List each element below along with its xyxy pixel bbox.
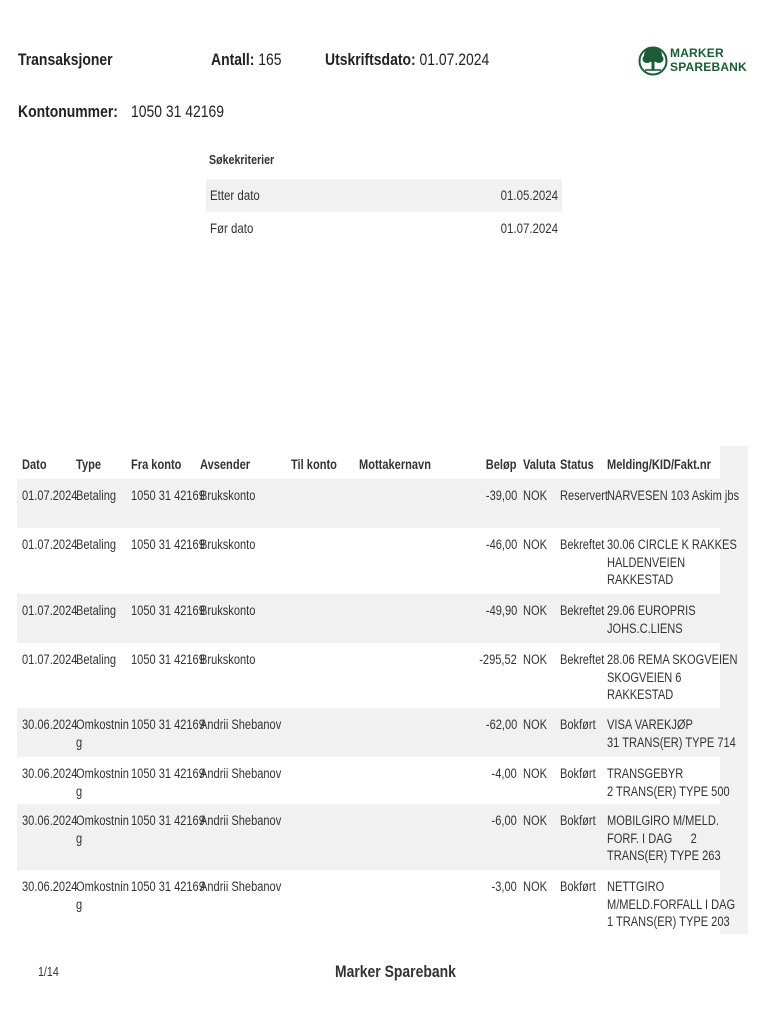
cell-status: Bokført bbox=[560, 813, 596, 828]
cell-currency: NOK bbox=[523, 879, 547, 894]
table-row bbox=[17, 528, 737, 594]
cell-type: Omkostnin g bbox=[76, 717, 129, 750]
cell-message: VISA VAREKJØP 31 TRANS(ER) TYPE 714 bbox=[607, 717, 736, 750]
cell-sender: Andrii Shebanov bbox=[200, 813, 282, 828]
table-row bbox=[17, 643, 738, 708]
cell-type: Betaling bbox=[76, 652, 117, 667]
col-header-sender: Avsender bbox=[200, 457, 251, 472]
cell-message: 30.06 CIRCLE K RAKKES HALDENVEIEN RAKKESTAD bbox=[607, 537, 737, 587]
cell-status: Reservert bbox=[560, 488, 608, 503]
cell-currency: NOK bbox=[523, 488, 547, 503]
cell-amount: -39,00 bbox=[485, 488, 517, 503]
criteria-value: 01.05.2024 bbox=[500, 187, 558, 203]
cell-sender: Andrii Shebanov bbox=[200, 717, 282, 732]
table-header-row bbox=[17, 446, 720, 479]
cell-message: MOBILGIRO M/MELD. FORF. I DAG 2 TRANS(ER) TYPE 263 bbox=[607, 813, 721, 863]
criteria-row-after-date bbox=[206, 179, 562, 212]
page-number: 1/14 bbox=[38, 964, 59, 979]
cell-message: NETTGIRO M/MELD.FORFALL I DAG 1 TRANS(ER) TYPE 203 bbox=[607, 879, 736, 929]
cell-status: Bekreftet bbox=[560, 652, 605, 667]
cell-from-account: 1050 31 42169 bbox=[131, 813, 205, 828]
account-number: Kontonummer: 1050 31 42169 bbox=[18, 102, 225, 121]
cell-type: Omkostnin g bbox=[76, 813, 129, 846]
cell-type: Omkostnin g bbox=[76, 879, 129, 912]
print-date: Utskriftsdato: 01.07.2024 bbox=[325, 50, 490, 69]
cell-sender: Brukskonto bbox=[200, 488, 256, 503]
cell-amount: -4,00 bbox=[491, 766, 517, 781]
cell-type: Omkostnin g bbox=[76, 766, 129, 799]
col-header-currency: Valuta bbox=[523, 457, 556, 472]
cell-status: Bekreftet bbox=[560, 603, 605, 618]
cell-currency: NOK bbox=[523, 603, 547, 618]
cell-date: 30.06.2024 bbox=[22, 766, 78, 781]
cell-type: Betaling bbox=[76, 537, 117, 552]
cell-amount: -3,00 bbox=[491, 879, 517, 894]
bank-logo bbox=[638, 34, 747, 88]
cell-status: Bekreftet bbox=[560, 537, 605, 552]
cell-currency: NOK bbox=[523, 766, 547, 781]
cell-amount: -46,00 bbox=[485, 537, 517, 552]
table-row bbox=[17, 708, 736, 757]
cell-date: 01.07.2024 bbox=[22, 603, 78, 618]
transactions-table bbox=[17, 446, 748, 936]
col-header-recipient: Mottakernavn bbox=[359, 457, 431, 472]
cell-from-account: 1050 31 42169 bbox=[131, 603, 205, 618]
cell-currency: NOK bbox=[523, 537, 547, 552]
table-row bbox=[17, 870, 736, 934]
criteria-label: Etter dato bbox=[210, 187, 260, 203]
search-criteria-title: Søkekriterier bbox=[209, 152, 275, 167]
cell-from-account: 1050 31 42169 bbox=[131, 652, 205, 667]
cell-status: Bokført bbox=[560, 717, 596, 732]
cell-from-account: 1050 31 42169 bbox=[131, 488, 205, 503]
transaction-count: Antall: 165 bbox=[211, 50, 282, 69]
table-row bbox=[17, 804, 720, 870]
col-header-status: Status bbox=[560, 457, 594, 472]
cell-sender: Andrii Shebanov bbox=[200, 766, 282, 781]
cell-amount: -49,90 bbox=[485, 603, 517, 618]
cell-date: 30.06.2024 bbox=[22, 813, 78, 828]
cell-sender: Brukskonto bbox=[200, 652, 256, 667]
cell-type: Betaling bbox=[76, 603, 117, 618]
cell-sender: Andrii Shebanov bbox=[200, 879, 282, 894]
col-header-amount: Beløp bbox=[486, 457, 517, 472]
criteria-value: 01.07.2024 bbox=[500, 220, 558, 236]
cell-date: 30.06.2024 bbox=[22, 879, 78, 894]
cell-date: 30.06.2024 bbox=[22, 717, 78, 732]
cell-from-account: 1050 31 42169 bbox=[131, 537, 205, 552]
col-header-date: Dato bbox=[22, 457, 47, 472]
cell-date: 01.07.2024 bbox=[22, 537, 78, 552]
cell-date: 01.07.2024 bbox=[22, 652, 78, 667]
col-header-to-account: Til konto bbox=[291, 457, 337, 472]
table-row bbox=[17, 757, 730, 804]
oak-tree-icon bbox=[638, 34, 668, 88]
cell-from-account: 1050 31 42169 bbox=[131, 717, 205, 732]
page-title: Transaksjoner bbox=[18, 50, 113, 69]
cell-message: 29.06 EUROPRIS JOHS.C.LIENS bbox=[607, 603, 696, 636]
cell-amount: -62,00 bbox=[485, 717, 517, 732]
cell-from-account: 1050 31 42169 bbox=[131, 766, 205, 781]
col-header-message: Melding/KID/Fakt.nr bbox=[607, 457, 711, 472]
cell-from-account: 1050 31 42169 bbox=[131, 879, 205, 894]
cell-type: Betaling bbox=[76, 488, 117, 503]
cell-message: TRANSGEBYR 2 TRANS(ER) TYPE 500 bbox=[607, 766, 730, 799]
criteria-row-before-date bbox=[206, 212, 562, 245]
col-header-type: Type bbox=[76, 457, 102, 472]
cell-sender: Brukskonto bbox=[200, 603, 256, 618]
table-row bbox=[17, 479, 740, 528]
cell-amount: -6,00 bbox=[491, 813, 517, 828]
cell-currency: NOK bbox=[523, 652, 547, 667]
cell-sender: Brukskonto bbox=[200, 537, 256, 552]
criteria-label: Før dato bbox=[210, 220, 254, 236]
cell-date: 01.07.2024 bbox=[22, 488, 78, 503]
cell-amount: -295,52 bbox=[479, 652, 517, 667]
table-row bbox=[17, 594, 720, 643]
cell-status: Bokført bbox=[560, 879, 596, 894]
footer-bank-name: Marker Sparebank bbox=[335, 962, 456, 981]
cell-message: 28.06 REMA SKOGVEIEN SKOGVEIEN 6 RAKKESTAD bbox=[607, 652, 738, 702]
cell-currency: NOK bbox=[523, 717, 547, 732]
cell-status: Bokført bbox=[560, 766, 596, 781]
cell-message: NARVESEN 103 Askim jbs bbox=[607, 488, 740, 503]
col-header-from-account: Fra konto bbox=[131, 457, 182, 472]
bank-logo-text: MARKER SPAREBANK bbox=[670, 46, 747, 74]
cell-currency: NOK bbox=[523, 813, 547, 828]
